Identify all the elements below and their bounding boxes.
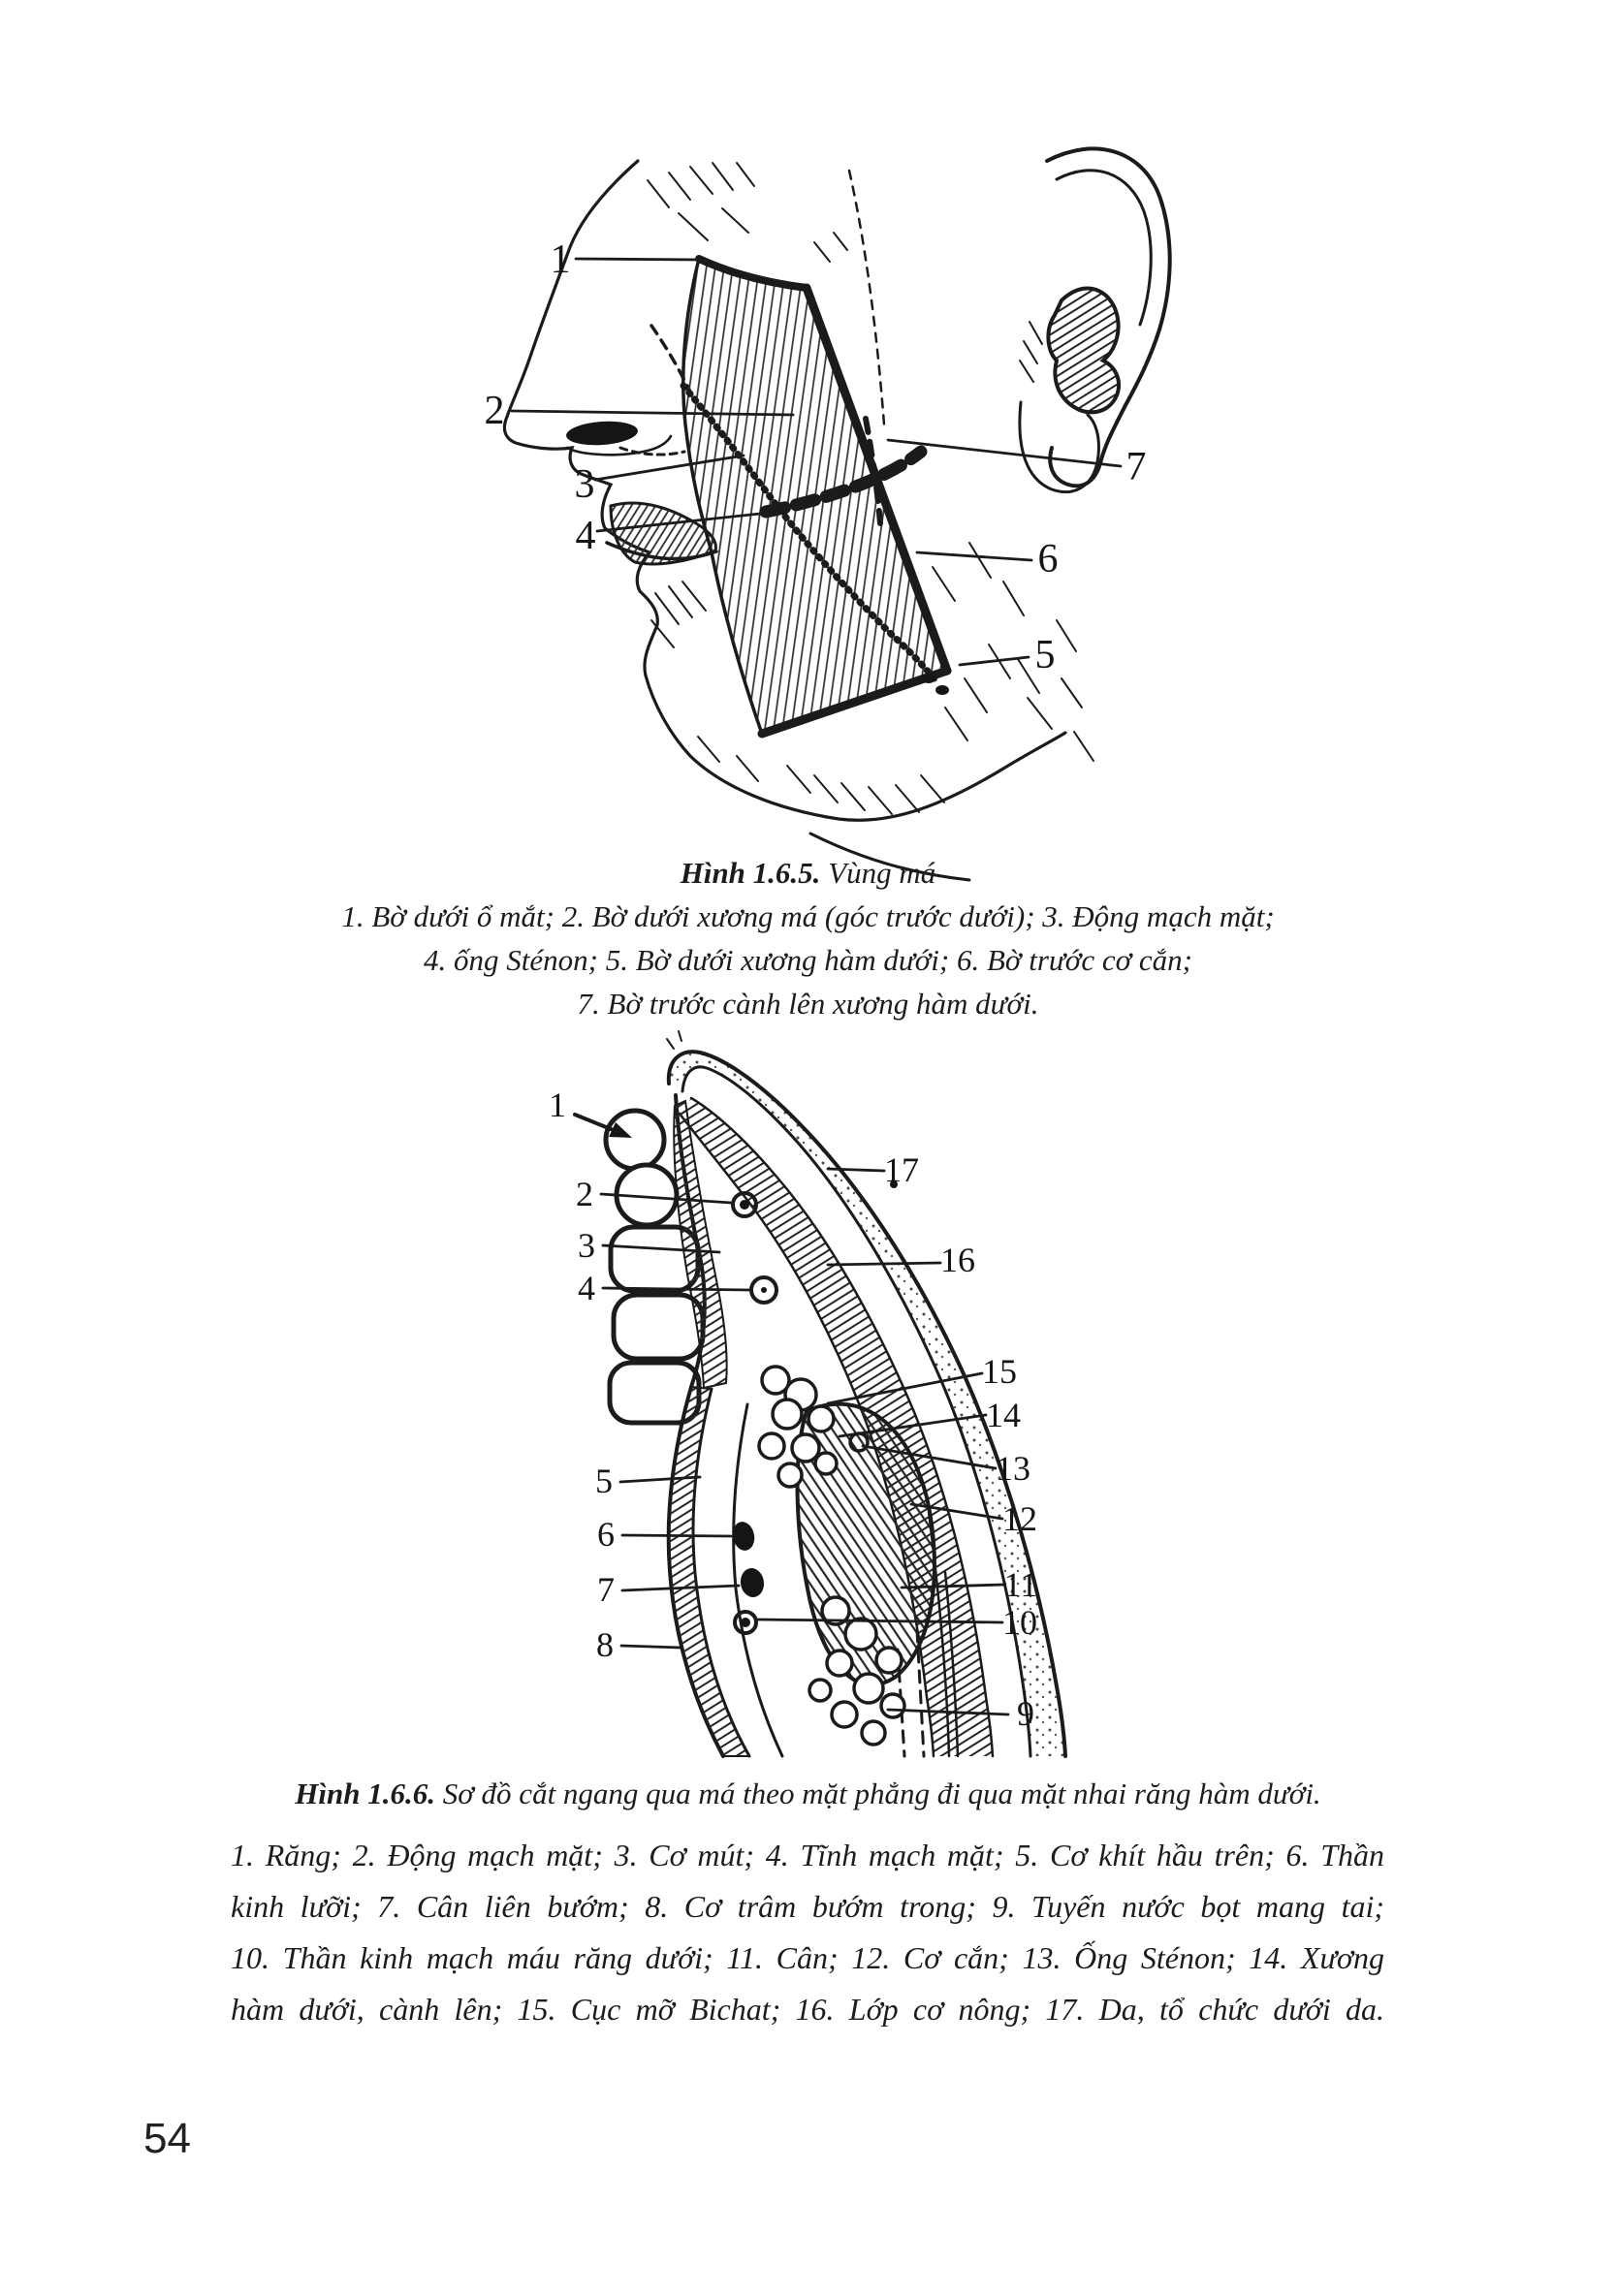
fig1-label-6: 6 bbox=[1037, 537, 1059, 582]
figure1-caption-number: Hình 1.6.5. bbox=[680, 856, 821, 890]
figure1-legend-line-3: 7. Bờ trước cành lên xương hàm dưới. bbox=[577, 987, 1039, 1021]
hair-strokes bbox=[648, 163, 847, 262]
figure1-caption bbox=[0, 851, 1616, 1025]
page-number: 54 bbox=[143, 2115, 191, 2162]
fig2-label-11: 11 bbox=[1003, 1565, 1038, 1604]
fig2-label-12: 12 bbox=[1002, 1499, 1037, 1538]
figure2-legend-line-4: hàm dưới, cành lên; 15. Cục mỡ Bichat; 16. Lớp cơ nông; 17. Da, tổ chức dưới da. bbox=[231, 1992, 1384, 2027]
figure1-caption-title-line bbox=[0, 851, 1616, 895]
fig2-label-9: 9 bbox=[1017, 1694, 1034, 1733]
figure1-legend-line-1: 1. Bờ dưới ổ mắt; 2. Bờ dưới xương má (góc trước dưới); 3. Động mạch mặt; bbox=[341, 899, 1275, 933]
figure1-legend-line-2: 4. ống Sténon; 5. Bờ dưới xương hàm dưới; 6. Bờ trước cơ cắn; bbox=[424, 943, 1192, 977]
figure2-caption bbox=[0, 1777, 1616, 1811]
fig1-label-4: 4 bbox=[575, 514, 596, 558]
fig2-label-13: 13 bbox=[996, 1449, 1030, 1488]
figure2-legend bbox=[231, 1830, 1384, 2035]
fig2-label-10: 10 bbox=[1002, 1603, 1037, 1642]
cheek-region bbox=[683, 259, 949, 734]
fig2-label-4: 4 bbox=[578, 1269, 595, 1307]
fig2-label-16: 16 bbox=[940, 1241, 975, 1279]
figure1-drawing bbox=[504, 148, 1169, 880]
fig2-label-15: 15 bbox=[982, 1352, 1017, 1391]
fig2-label-8: 8 bbox=[596, 1625, 614, 1664]
fig2-label-17: 17 bbox=[884, 1150, 919, 1189]
fig2-label-7: 7 bbox=[597, 1570, 615, 1609]
fig2-label-14: 14 bbox=[986, 1396, 1021, 1434]
fig2-label-6: 6 bbox=[597, 1515, 615, 1554]
fig1-label-3: 3 bbox=[574, 462, 595, 507]
nostril bbox=[565, 419, 638, 447]
fig1-label-2: 2 bbox=[484, 389, 505, 433]
fig2-label-5: 5 bbox=[595, 1462, 613, 1500]
figure2-caption-text: Sơ đồ cắt ngang qua má theo mặt phẳng đi qua mặt nhai răng hàm dưới. bbox=[442, 1777, 1321, 1810]
figure2-legend-line-3: 10. Thần kinh mạch máu răng dưới; 11. Cân; 12. Cơ cắn; 13. Ống Sténon; 14. Xương bbox=[231, 1940, 1384, 1975]
fig2-label-3: 3 bbox=[578, 1226, 595, 1265]
figure2-legend-line-1: 1. Răng; 2. Động mạch mặt; 3. Cơ mút; 4. Tĩnh mạch mặt; 5. Cơ khít hầu trên; 6. Thần bbox=[231, 1838, 1384, 1872]
figure2-caption-number: Hình 1.6.6. bbox=[295, 1777, 436, 1810]
ear bbox=[1020, 148, 1170, 491]
fig1-label-5: 5 bbox=[1034, 633, 1056, 677]
antihelix bbox=[1048, 289, 1119, 413]
fig2-label-2: 2 bbox=[576, 1175, 593, 1213]
figure2-legend-line-2: kinh lưỡi; 7. Cân liên bướm; 8. Cơ trâm bướm trong; 9. Tuyến nước bọt mang tai; bbox=[231, 1889, 1384, 1924]
fig2-label-1: 1 bbox=[549, 1085, 566, 1124]
bichat-fat-pad bbox=[759, 1367, 837, 1487]
fig1-label-1: 1 bbox=[550, 237, 571, 282]
figure2-drawing bbox=[575, 1031, 1065, 1756]
fig1-label-7: 7 bbox=[1125, 445, 1147, 489]
figure1-caption-text: Vùng má bbox=[828, 856, 936, 890]
pterygoid-strip bbox=[669, 1387, 749, 1756]
